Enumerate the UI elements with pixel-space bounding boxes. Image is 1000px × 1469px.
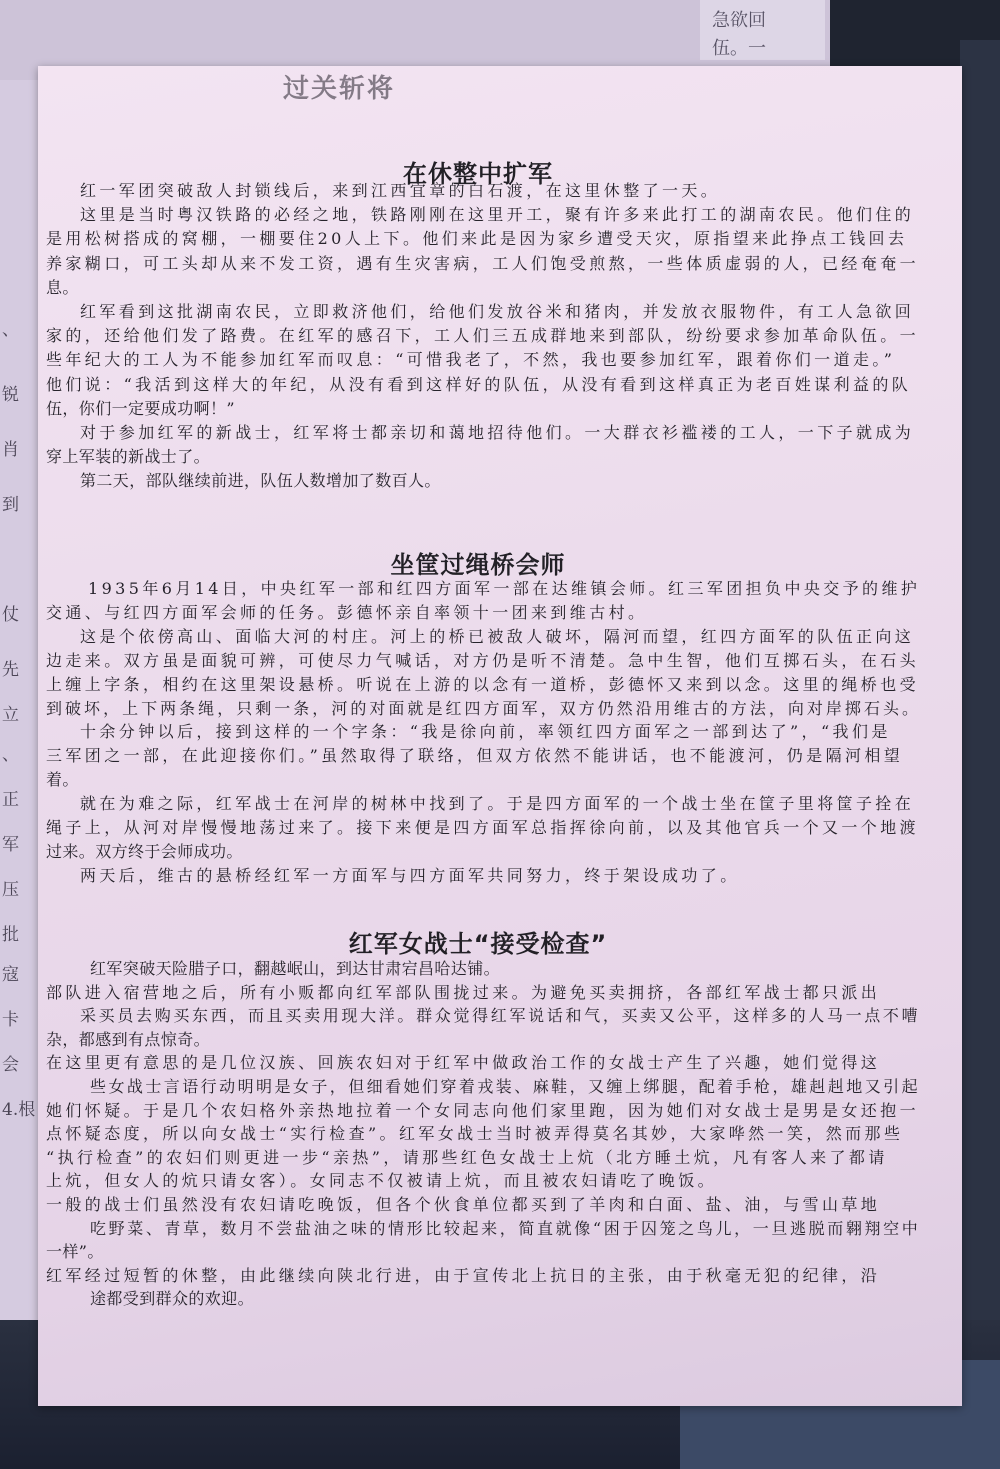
background-text: 、 — [2, 745, 19, 765]
paragraph-line: 养家糊口，可工头却从来不发工资，遇有生灾害病，工人们饱受煎熬，一些体质虚弱的人，已经奄奄一 — [46, 253, 920, 273]
paragraph-line: 绳子上，从河对岸慢慢地荡过来了。接下来便是四方面军总指挥徐向前，以及其他官兵一个又一个地渡 — [46, 818, 920, 837]
paragraph-line: 吃野菜、青草，数月不尝盐油之味的情形比较起来，简直就像“困于囚笼之鸟儿，一旦逃脱而翱翔空中 — [90, 1218, 921, 1238]
background-text: 压 — [2, 880, 19, 900]
section-title: 在休整中扩军 — [403, 160, 553, 188]
paragraph-line: 家的，还给他们发了路费。在红军的感召下，工人们三五成群地来到部队，纷纷要求参加革命队伍。一 — [46, 326, 920, 346]
background-text: 肖 — [2, 440, 19, 460]
paragraph-line: 一般的战士们虽然没有农妇请吃晚饭，但各个伙食单位都买到了羊肉和白面、盐、油，与雪山草地 — [46, 1195, 881, 1214]
paragraph-line: 些年纪大的工人为不能参加红军而叹息：“可惜我老了，不然，我也要参加红军，跟着你们一道走。” — [46, 350, 896, 370]
background-text: 正 — [2, 790, 19, 810]
paragraph-line: 过来。双方终于会师成功。 — [46, 841, 243, 861]
paragraph-line: 上炕，但女人的炕只请女客）。女同志不仅被请上炕，而且被农妇请吃了晚饭。 — [46, 1171, 718, 1191]
paragraph-line: 他们说：“我活到这样大的年纪，从没有看到这样好的队伍，从没有看到这样真正为老百姓谋利益的队 — [46, 374, 912, 394]
section-title: 坐筐过绳桥会师 — [390, 551, 566, 579]
paragraph-line: 对于参加红军的新战士，红军将士都亲切和蔼地招待他们。一大群衣衫褴褛的工人，一下子就成为 — [80, 423, 915, 442]
paragraph-line: 红一军团突破敌人封锁线后，来到江西宜章的白石渡，在这里休整了一天。 — [80, 181, 721, 200]
background-shadow — [960, 40, 1000, 1340]
paragraph-line: 部队进入宿营地之后，所有小贩都向红军部队围拢过来。为避免买卖拥挤，各部红军战士都只派出 — [46, 982, 881, 1002]
paragraph-line: 三军团之一部，在此迎接你们。”虽然取得了联络，但双方依然不能讲话，也不能渡河，仍是隔河相望 — [46, 746, 904, 766]
document-page — [38, 66, 962, 1406]
paragraph-line: 一样”。 — [46, 1242, 104, 1262]
paragraph-line: 伍，你们一定要成功啊！” — [46, 398, 235, 418]
section-title: 红军女战士“接受检查” — [348, 930, 608, 958]
paragraph-line: 这里是当时粤汉铁路的必经之地，铁路刚刚在这里开工，聚有许多来此打工的湖南农民。他们住的 — [80, 205, 915, 225]
paragraph-line: 十余分钟以后，接到这样的一个字条：“我是徐向前，率领红四方面军之一部到达了”，“我们是 — [80, 722, 891, 742]
background-text: 仗 — [2, 605, 19, 625]
paragraph-line: 第二天，部队继续前进，队伍人数增加了数百人。 — [80, 471, 441, 491]
background-text: 卡 — [2, 1010, 19, 1030]
background-text: 、 — [2, 320, 19, 340]
background-text: 会 — [2, 1055, 19, 1075]
background-text: 立 — [2, 705, 19, 725]
paragraph-line: 途都受到群众的欢迎。 — [90, 1289, 255, 1309]
paragraph-line: 穿上军装的新战士了。 — [46, 447, 211, 467]
paragraph-line: 两天后，维古的悬桥经红军一方面军与四方面军共同努力，终于架设成功了。 — [80, 865, 740, 885]
paragraph-line: 红军经过短暂的休整，由此继续向陕北行进，由于宣传北上抗日的主张，由于秋毫无犯的纪律，沿 — [46, 1265, 881, 1285]
background-text: 军 — [2, 835, 19, 855]
paragraph-line: 她们怀疑。于是几个农妇格外亲热地拉着一个女同志向他们家里跑，因为她们对女战士是男是女还抱一 — [46, 1100, 920, 1120]
background-text: 急欲回 — [712, 10, 766, 31]
background-text: 批 — [2, 925, 19, 945]
background-text: 寇 — [2, 965, 19, 985]
paragraph-line: 杂，都感到有点惊奇。 — [46, 1029, 211, 1049]
background-sheet-corner — [700, 0, 825, 60]
paragraph-line: 采买员去购买东西，而且买卖用现大洋。群众觉得红军说话和气，买卖又公平，这样多的人马一点不嘈 — [80, 1006, 921, 1026]
paragraph-line: 在这里更有意思的是几位汉族、回族农妇对于红军中做政治工作的女战士产生了兴趣，她们觉得这 — [46, 1053, 881, 1073]
background-text: 4.根 — [2, 1100, 36, 1120]
paragraph-line: 边走来。双方虽是面貌可辨，可使尽力气喊话，对方仍是听不清楚。急中生智，他们互掷石头，在石头 — [46, 650, 920, 670]
paragraph-line: 红军突破天险腊子口，翻越岷山，到达甘肃宕昌哈达铺。 — [90, 959, 501, 978]
paragraph-line: 交通、与红四方面军会师的任务。彭德怀亲自率领十一团来到维古村。 — [46, 602, 648, 622]
paragraph-line: 红军看到这批湖南农民，立即救济他们，给他们发放谷米和猪肉，并发放衣服物件，有工人急欲回 — [80, 302, 915, 321]
paragraph-line: 点怀疑态度，所以向女战士“实行检查”。红军女战士当时被弄得莫名其妙，大家哗然一笑，然而那些 — [46, 1124, 904, 1144]
background-text: 伍。一 — [712, 38, 766, 59]
paragraph-line: 上缠上字条，相约在这里架设悬桥。听说在上游的以念有一道桥，彭德怀又来到以念。这里的绳桥也受 — [46, 674, 920, 694]
paragraph-line: 是用松树搭成的窝棚，一棚要住20人上下。他们来此是因为家乡遭受天灾，原指望来此挣点工钱回去 — [46, 229, 908, 249]
background-text: 先 — [2, 660, 19, 680]
background-text: 锐 — [2, 385, 19, 405]
paragraph-line: 息。 — [46, 277, 79, 297]
paragraph-line: 到破坏，上下两条绳，只剩一条，河的对面就是红四方面军，双方仍然沿用维古的方法，向对岸掷石头。 — [46, 698, 922, 718]
paragraph-line: 些女战士言语行动明明是女子，但细看她们穿着戎装、麻鞋，又缠上绑腿，配着手枪，雄赳赳地又引起 — [90, 1077, 921, 1096]
paragraph-line: “执行检查”的农妇们则更进一步“亲热”，请那些红色女战士上炕（北方睡土炕，凡有客人来了都请 — [46, 1147, 888, 1167]
background-text: 到 — [2, 495, 19, 515]
paragraph-line: 着。 — [46, 770, 79, 790]
paragraph-line: 1935年6月14日，中央红军一部和红四方面军一部在达维镇会师。红三军团担负中央交予的维护 — [88, 579, 921, 598]
faded-page-header: 过关斩将 — [283, 74, 396, 104]
paragraph-line: 这是个依傍高山、面临大河的村庄。河上的桥已被敌人破坏，隔河而望，红四方面军的队伍正向这 — [80, 626, 915, 646]
paragraph-line: 就在为难之际，红军战士在河岸的树林中找到了。于是四方面军的一个战士坐在筐子里将筐子拴在 — [80, 794, 915, 814]
